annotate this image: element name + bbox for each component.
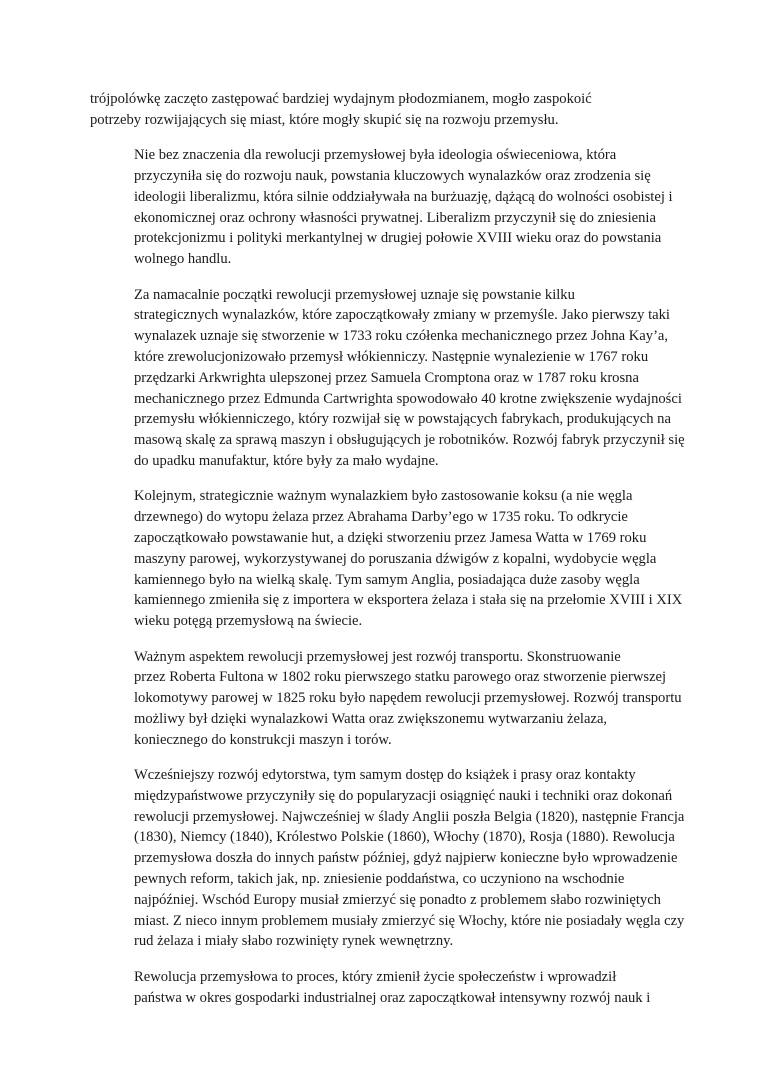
text-line: kamiennego było na wielką skalę. Tym samym Anglia, posiadająca duże zasoby węgla: [134, 571, 640, 588]
text-line: Kolejnym, strategicznie ważnym wynalazkiem było zastosowanie koksu (a nie węgla: [134, 488, 633, 505]
text-line: potrzeby rozwijających się miast, które mogły skupić się na rozwoju przemysłu.: [90, 111, 559, 128]
text-line: rewolucji przemysłowej. Najwcześniej w ślady Anglii poszła Belgia (1820), następnie Francja: [134, 808, 685, 825]
text-line: protekcjonizmu i polityki merkantylnej w drugiej połowie XVIII wieku oraz do powstania: [134, 230, 662, 247]
text-line: kamiennego zmieniła się z importera w eksportera żelaza i stała się na przełomie XVIII i XIX: [134, 592, 683, 609]
text-line: możliwy był dzięki wynalazkowi Watta oraz zwiększonemu wytwarzaniu żelaza,: [134, 710, 608, 727]
text-line: zapoczątkowało powstawanie hut, a dzięki stworzeniu przez Jamesa Watta w 1769 roku: [134, 529, 647, 546]
text-line: przyczyniła się do rozwoju nauk, powstania kluczowych wynalazków oraz zrodzenia się: [134, 167, 651, 184]
text-line: miast. Z nieco innym problemem musiały zmierzyć się Włochy, które nie posiadały węgla czy: [134, 912, 685, 929]
text-line: do upadku manufaktur, które były za mało wydajne.: [134, 452, 439, 469]
text-line: masową skalę za sprawą maszyn i obsługujących je robotników. Rozwój fabryk przyczynił się: [134, 432, 685, 449]
paragraph: [90, 285, 685, 472]
text-line: przemysłu włókienniczego, który rozwijał się w powstających fabrykach, produkujących na: [134, 411, 671, 428]
paragraph: [90, 486, 683, 632]
text-line: koniecznego do konstrukcji maszyn i torów.: [134, 731, 392, 748]
text-line: lokomotywy parowej w 1825 roku było napędem rewolucji przemysłowej. Rozwój transportu: [134, 690, 682, 707]
text-line: najpóźniej. Wschód Europy musiał zmierzyć się ponadto z problemem słabo rozwiniętych: [134, 891, 661, 908]
text-line: strategicznych wynalazków, które zapoczątkowały zmiany w przemyśle. Jako pierwszy taki: [134, 307, 670, 324]
text-line: przez Roberta Fultona w 1802 roku pierwszego statku parowego oraz stworzenie pierwszej: [134, 669, 667, 686]
text-line: ekonomicznej oraz ochrony własności prywatnej. Liberalizm przyczynił się do zniesienia: [134, 209, 656, 226]
paragraph: [90, 89, 672, 131]
text-line: Ważnym aspektem rewolucji przemysłowej jest rozwój transportu. Skonstruowanie: [134, 648, 621, 665]
paragraph: [90, 765, 685, 952]
text-line: mechanicznego przez Edmunda Cartwrighta spowodowało 40 krotne zwiększenie wydajności: [134, 390, 682, 407]
paragraph: [90, 647, 682, 751]
text-line: wieku potęgą przemysłową na świecie.: [134, 613, 363, 630]
text-line: Wcześniejszy rozwój edytorstwa, tym samym dostęp do książek i prasy oraz kontakty: [134, 767, 636, 784]
text-line: międzypaństwowe przyczyniły się do popularyzacji osiągnięć nauki i techniki oraz dokonań: [134, 787, 673, 804]
text-line: państwa w okres gospodarki industrialnej oraz zapoczątkował intensywny rozwój nauk i: [134, 989, 651, 1006]
text-line: maszyny parowej, wykorzystywanej do poruszania dźwigów z kopalni, wydobycie węgla: [134, 550, 657, 567]
paragraph: [90, 967, 672, 1009]
text-line: Nie bez znaczenia dla rewolucji przemysłowej była ideologia oświeceniowa, która: [134, 147, 617, 164]
text-line: pewnych reform, takich jak, np. zniesienie poddaństwa, co uczyniono na wschodnie: [134, 871, 625, 888]
paragraph: [90, 145, 672, 270]
text-line: które zrewolucjonizowało przemysł włókienniczy. Następnie wynalezienie w 1767 roku: [134, 348, 649, 365]
text-line: Za namacalnie początki rewolucji przemysłowej uznaje się powstanie kilku: [134, 286, 575, 303]
text-line: drzewnego) do wytopu żelaza przez Abrahama Darby’ego w 1735 roku. To odkrycie: [134, 509, 628, 526]
text-line: wolnego handlu.: [134, 251, 232, 268]
text-line: przemysłowa doszła do innych państw później, gdyż najpierw konieczne było wprowadzenie: [134, 850, 678, 867]
document-body: [90, 89, 685, 1023]
text-line: (1830), Niemcy (1840), Królestwo Polskie (1860), Włochy (1870), Rosja (1880). Rewolucja: [134, 829, 675, 846]
text-line: rud żelaza i miały słabo rozwinięty rynek wewnętrzny.: [134, 933, 454, 950]
text-line: ideologii liberalizmu, która silnie oddziaływała na burżuazję, dążącą do wolności osobistej i: [134, 188, 673, 205]
text-line: trójpolówkę zaczęto zastępować bardziej wydajnym płodozmianem, mogło zaspokoić: [90, 91, 592, 107]
text-line: wynalazek uznaje się stworzenie w 1733 roku czółenka mechanicznego przez Johna Kay’a,: [134, 328, 669, 345]
text-line: przędzarki Arkwrighta ulepszonej przez Samuela Cromptona oraz w 1787 roku krosna: [134, 369, 639, 386]
text-line: Rewolucja przemysłowa to proces, który zmienił życie społeczeństw i wprowadził: [134, 968, 617, 985]
